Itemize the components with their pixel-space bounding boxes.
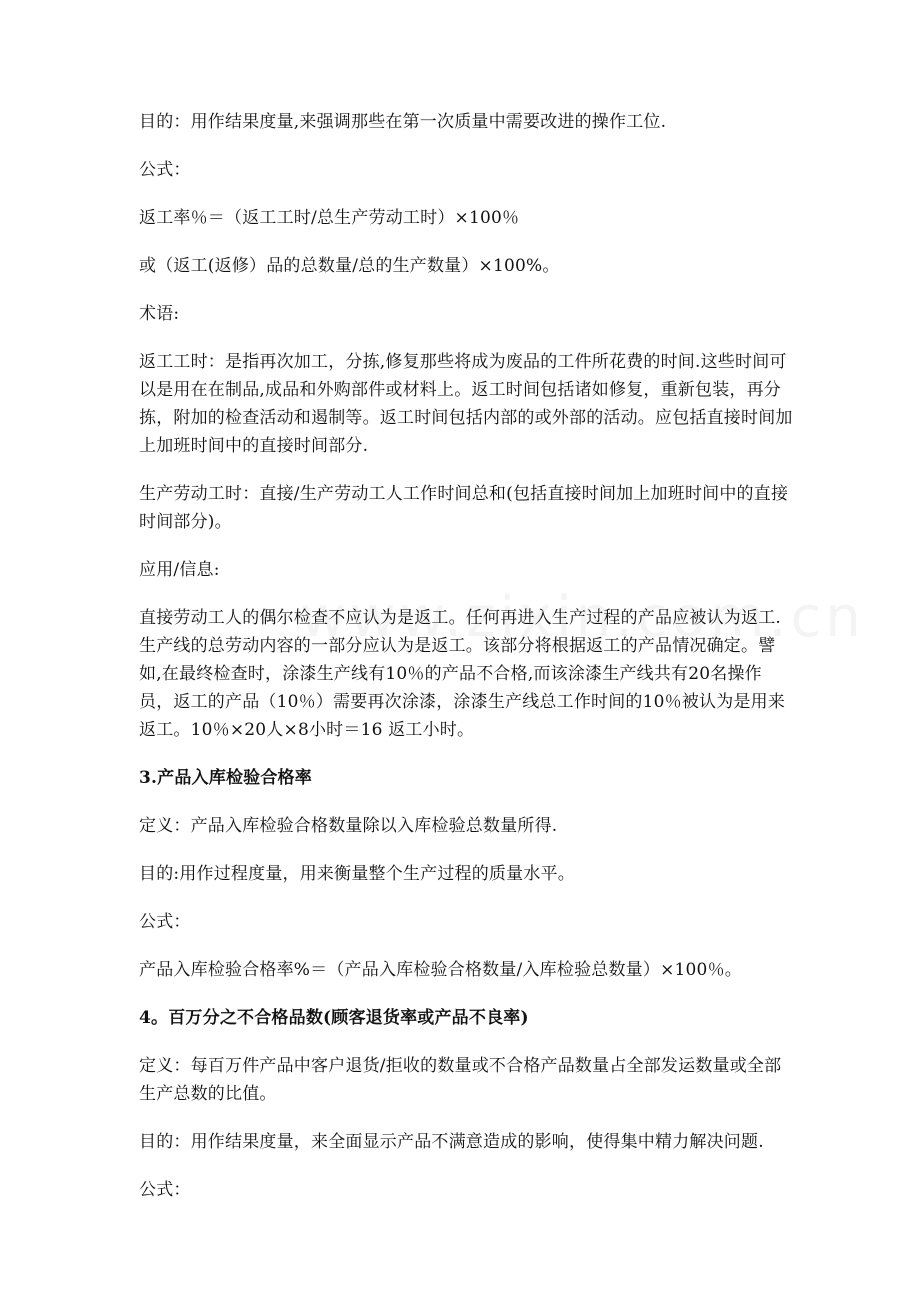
formula-label: 公式： [139,160,191,180]
application-paragraph: 直接劳动工人的偶尔检查不应认为是返工。任何再进入生产过程的产品应被认为返工.生产线的总劳动内容的一部分应认为是返工。该部分将根据返工的产品情况确定。譬如,在最终检查时，涂漆生产线有10％的产品不合格,而该涂漆生产线共有20名操作员，返工的产品（10％）需要再次涂漆，涂漆生产线总工作时间的10％被认为是用来返工。10％×20人×8小时＝16 返工小时。 [139,608,786,740]
formula-label-4: 公式： [139,1180,191,1200]
application-label: 应用/信息: [139,560,220,580]
definition-paragraph-4: 定义：每百万件产品中客户退货/拒收的数量或不合格产品数量占全部发运数量或全部生产总数的比值。 [139,1056,782,1104]
purpose-paragraph: 目的：用作结果度量,来强调那些在第一次质量中需要改进的操作工位. [139,112,667,132]
document-body [139,108,795,1224]
rework-hours-definition: 返工工时：是指再次加工，分拣,修复那些将成为废品的工件所花费的时间.这些时间可以是用在在制品,成品和外购部件或材料上。返工时间包括诸如修复，重新包装，再分拣，附加的检查活动和遏制等。返工时间包括内部的或外部的活动。应包括直接时间加上加班时间中的直接时间部分. [139,352,793,456]
purpose-paragraph-4: 目的：用作结果度量，来全面显示产品不满意造成的影响，使得集中精力解决问题. [139,1132,764,1152]
rework-rate-formula-alt: 或（返工(返修）品的总数量/总的生产数量）×100%。 [139,256,560,276]
formula-label-3: 公式： [139,912,191,932]
terms-label: 术语: [139,304,180,324]
purpose-paragraph-3: 目的:用作过程度量，用来衡量整个生产过程的质量水平。 [139,864,575,884]
section-heading-3: 3.产品入库检验合格率 [139,768,312,788]
rework-rate-formula: 返工率％＝（返工工时/总生产劳动工时）×100％ [139,208,520,228]
definition-paragraph-3: 定义：产品入库检验合格数量除以入库检验总数量所得. [139,816,558,836]
inspection-pass-rate-formula: 产品入库检验合格率%＝（产品入库检验合格数量/入库检验总数量）×100％。 [139,960,742,980]
labor-hours-definition: 生产劳动工时：直接/生产劳动工人工作时间总和(包括直接时间加上加班时间中的直接时间部分)。 [139,484,789,532]
section-heading-4: 4。百万分之不合格品数(顾客退货率或产品不良率) [139,1008,529,1028]
